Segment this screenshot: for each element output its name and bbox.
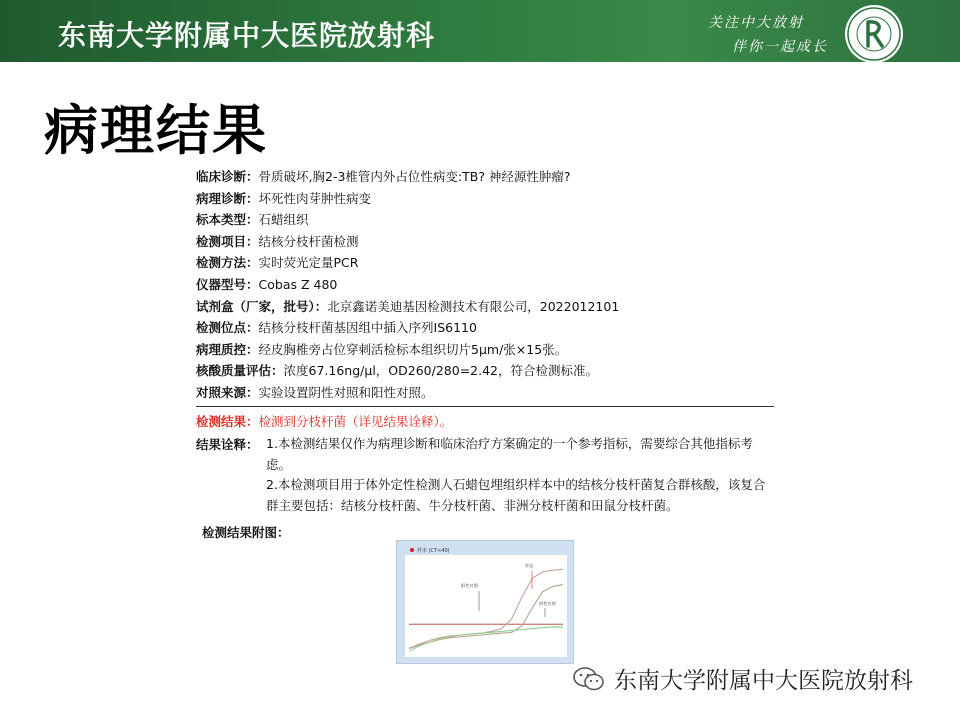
legend-marker	[410, 548, 414, 552]
result-interpretation: 结果诠释： 1.本检测结果仅作为病理诊断和临床治疗方案确定的一个参考指标，需要综合其他指标考虑。 2.本检测项目用于体外定性检测人石蜡包埋组织样本中的结核分枝杆菌复合群核酸，该复合群主要包括：结核分枝杆菌、牛分枝杆菌、非洲分枝杆菌和田鼠分枝杆菌。	[196, 434, 776, 516]
org-title: 东南大学附属中大医院放射科	[58, 19, 436, 52]
wechat-icon	[572, 664, 606, 694]
chart-annotation-1: 样品	[525, 563, 534, 568]
slogan-line1: 关注中大放射	[708, 15, 804, 31]
field-nucleic-acid-quality: 核酸质量评估：浓度67.16ng/μl，OD260/280=2.42，符合检测标准。	[196, 363, 598, 379]
slogan-line2: 伴你一起成长	[732, 39, 828, 55]
field-pathology-diagnosis: 病理诊断：坏死性肉芽肿性病变	[196, 190, 372, 206]
field-clinical-diagnosis: 临床诊断：骨质破坏,胸2-3椎管内外占位性病变:TB? 神经源性肿瘤?	[196, 169, 571, 184]
section-divider	[196, 406, 774, 407]
field-specimen-type: 标本类型：石蜡组织	[196, 212, 309, 228]
amplification-chart	[396, 540, 574, 664]
wechat-watermark	[572, 662, 913, 695]
slide-title: 病理结果	[44, 99, 268, 162]
interpretation-note-1: 1.本检测结果仅作为病理诊断和临床治疗方案确定的一个参考指标，需要综合其他指标考虑。	[266, 436, 753, 472]
test-result: 检测结果：检测到分枝杆菌（详见结果诠释）。	[196, 413, 453, 429]
attachment-label: 检测结果附图：	[202, 525, 290, 541]
chart-annotation-0: 阳性对照	[461, 583, 478, 588]
interpretation-note-2: 2.本检测项目用于体外定性检测人石蜡包埋组织样本中的结核分枝杆菌复合群核酸，该复合群主要包括：结核分枝杆菌、牛分枝杆菌、非洲分枝杆菌和田鼠分枝杆菌。	[266, 477, 766, 513]
field-test-item: 检测项目：结核分枝杆菌检测	[196, 233, 359, 249]
field-test-site: 检测位点：结核分枝杆菌基因组中插入序列IS6110	[196, 320, 477, 336]
legend-label: 样本 (CT<40)	[417, 548, 450, 554]
field-test-method: 检测方法：实时荧光定量PCR	[196, 255, 359, 271]
pathology-report	[196, 166, 776, 544]
chart-svg	[397, 541, 573, 663]
field-quality-control: 病理质控：经皮胸椎旁占位穿刺活检标本组织切片5μm/张×15张。	[196, 341, 568, 357]
chart-annotation-2: 阴性对照	[539, 601, 556, 606]
hospital-logo-icon	[844, 4, 904, 64]
field-reagent-kit: 试剂盒（厂家，批号）：北京鑫诺美迪基因检测技术有限公司，2022012101	[196, 298, 620, 314]
header-banner	[0, 0, 960, 62]
watermark-text: 东南大学附属中大医院放射科	[614, 668, 913, 694]
field-control-source: 对照来源：实验设置阴性对照和阳性对照。	[196, 384, 434, 400]
field-instrument-model: 仪器型号：Cobas Z 480	[196, 276, 338, 292]
